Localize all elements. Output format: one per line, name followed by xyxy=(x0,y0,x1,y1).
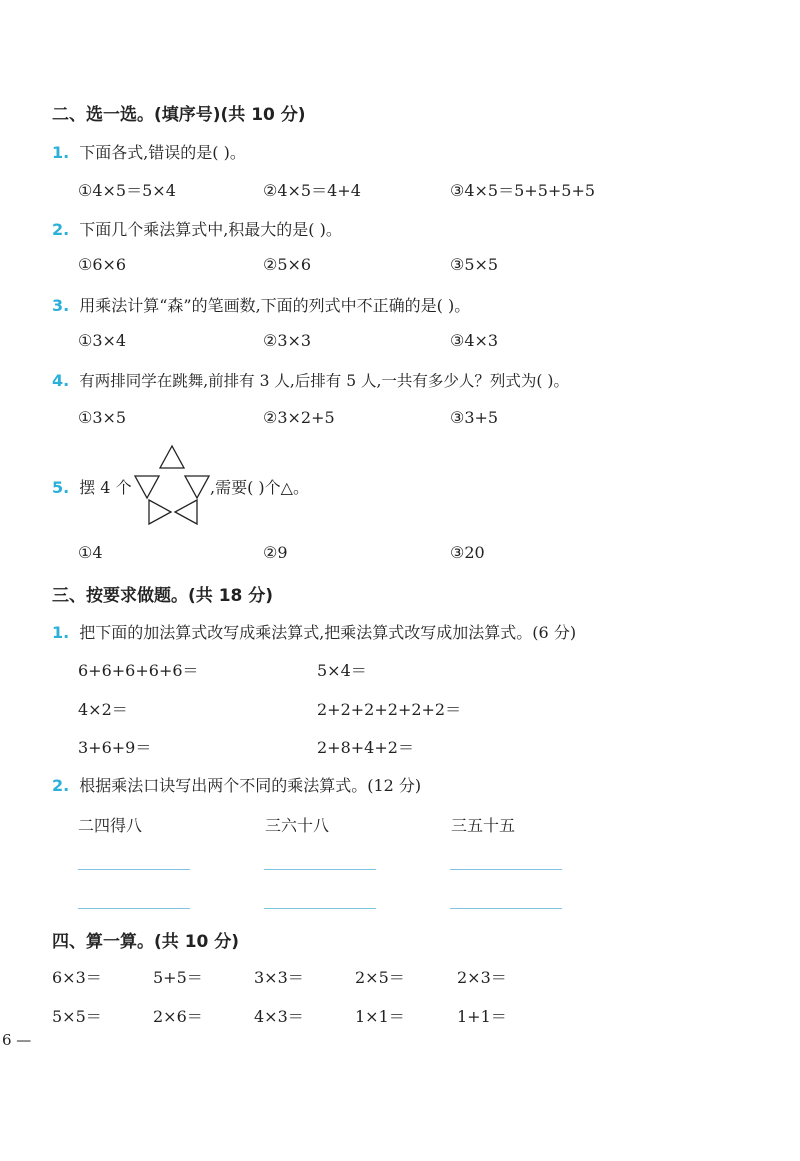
triangle-down-icon xyxy=(185,476,209,498)
calc-item: 2×6＝ xyxy=(153,1007,203,1026)
option-a: ①4 xyxy=(78,543,103,562)
expression: 5×4＝ xyxy=(317,661,367,680)
option-b: ②5×6 xyxy=(263,255,312,274)
question-2-2 xyxy=(52,217,342,240)
expression: 2+2+2+2+2+2＝ xyxy=(317,700,462,719)
option-b: ②9 xyxy=(263,543,288,562)
calc-item: 4×3＝ xyxy=(254,1007,304,1026)
question-number: 1. xyxy=(52,623,70,642)
question-2-5 xyxy=(52,475,132,498)
question-text: 把下面的加法算式改写成乘法算式,把乘法算式改写成加法算式。(6 分) xyxy=(79,623,577,642)
expression: 6+6+6+6+6＝ xyxy=(78,661,199,680)
calc-item: 3×3＝ xyxy=(254,968,304,987)
question-number: 1. xyxy=(52,143,70,162)
question-2-3 xyxy=(52,293,470,316)
question-text: 下面各式,错误的是( )。 xyxy=(79,143,246,162)
option-c: ③4×3 xyxy=(450,331,499,350)
question-number: 3. xyxy=(52,296,70,315)
triangle-left-icon xyxy=(175,500,197,524)
answer-line[interactable] xyxy=(264,869,376,870)
calc-item: 2×3＝ xyxy=(457,968,507,987)
rhyme: 二四得八 xyxy=(78,816,143,835)
option-a: ①6×6 xyxy=(78,255,127,274)
calc-item: 5+5＝ xyxy=(153,968,203,987)
answer-line[interactable] xyxy=(78,908,190,909)
section4-title: 四、算一算。(共 10 分) xyxy=(52,932,240,952)
answer-line[interactable] xyxy=(450,869,562,870)
question-text-before: 摆 4 个 xyxy=(79,478,132,497)
expression: 3+6+9＝ xyxy=(78,738,152,757)
triangles-figure xyxy=(130,442,212,526)
question-number: 2. xyxy=(52,220,70,239)
calc-item: 1+1＝ xyxy=(457,1007,507,1026)
calc-item: 1×1＝ xyxy=(355,1007,405,1026)
triangle-right-icon xyxy=(149,500,171,524)
section3-title: 三、按要求做题。(共 18 分) xyxy=(52,586,274,606)
calc-item: 2×5＝ xyxy=(355,968,405,987)
option-b: ②3×2+5 xyxy=(263,408,335,427)
rhyme: 三六十八 xyxy=(265,816,330,835)
option-a: ①4×5＝5×4 xyxy=(78,181,176,200)
triangle-up-icon xyxy=(160,446,184,468)
question-number: 2. xyxy=(52,776,70,795)
calc-item: 5×5＝ xyxy=(52,1007,102,1026)
answer-line[interactable] xyxy=(450,908,562,909)
question-text: 下面几个乘法算式中,积最大的是( )。 xyxy=(79,220,342,239)
expression: 2+8+4+2＝ xyxy=(317,738,414,757)
option-b: ②4×5＝4+4 xyxy=(263,181,361,200)
question-text-after: ,需要( )个△。 xyxy=(210,478,309,497)
question-number: 5. xyxy=(52,478,70,497)
answer-line[interactable] xyxy=(78,869,190,870)
calc-item: 6×3＝ xyxy=(52,968,102,987)
rhyme: 三五十五 xyxy=(451,816,516,835)
answer-line[interactable] xyxy=(264,908,376,909)
question-3-2 xyxy=(52,773,421,796)
page-number: 6 — xyxy=(2,1031,32,1049)
option-c: ③4×5＝5+5+5+5 xyxy=(450,181,596,200)
question-2-1 xyxy=(52,140,246,163)
question-text: 用乘法计算“森”的笔画数,下面的列式中不正确的是( )。 xyxy=(79,296,471,315)
option-c: ③5×5 xyxy=(450,255,499,274)
expression: 4×2＝ xyxy=(78,700,128,719)
option-a: ①3×5 xyxy=(78,408,127,427)
question-3-1 xyxy=(52,620,576,643)
option-b: ②3×3 xyxy=(263,331,312,350)
section2-title: 二、选一选。(填序号)(共 10 分) xyxy=(52,105,306,125)
option-a: ①3×4 xyxy=(78,331,127,350)
question-text: 根据乘法口诀写出两个不同的乘法算式。(12 分) xyxy=(79,776,422,795)
question-number: 4. xyxy=(52,371,70,390)
triangle-down-icon xyxy=(135,476,159,498)
option-c: ③3+5 xyxy=(450,408,499,427)
question-text: 有两排同学在跳舞,前排有 3 人,后排有 5 人,一共有多少人？列式为( )。 xyxy=(79,372,569,390)
option-c: ③20 xyxy=(450,543,485,562)
question-2-4 xyxy=(52,369,569,391)
